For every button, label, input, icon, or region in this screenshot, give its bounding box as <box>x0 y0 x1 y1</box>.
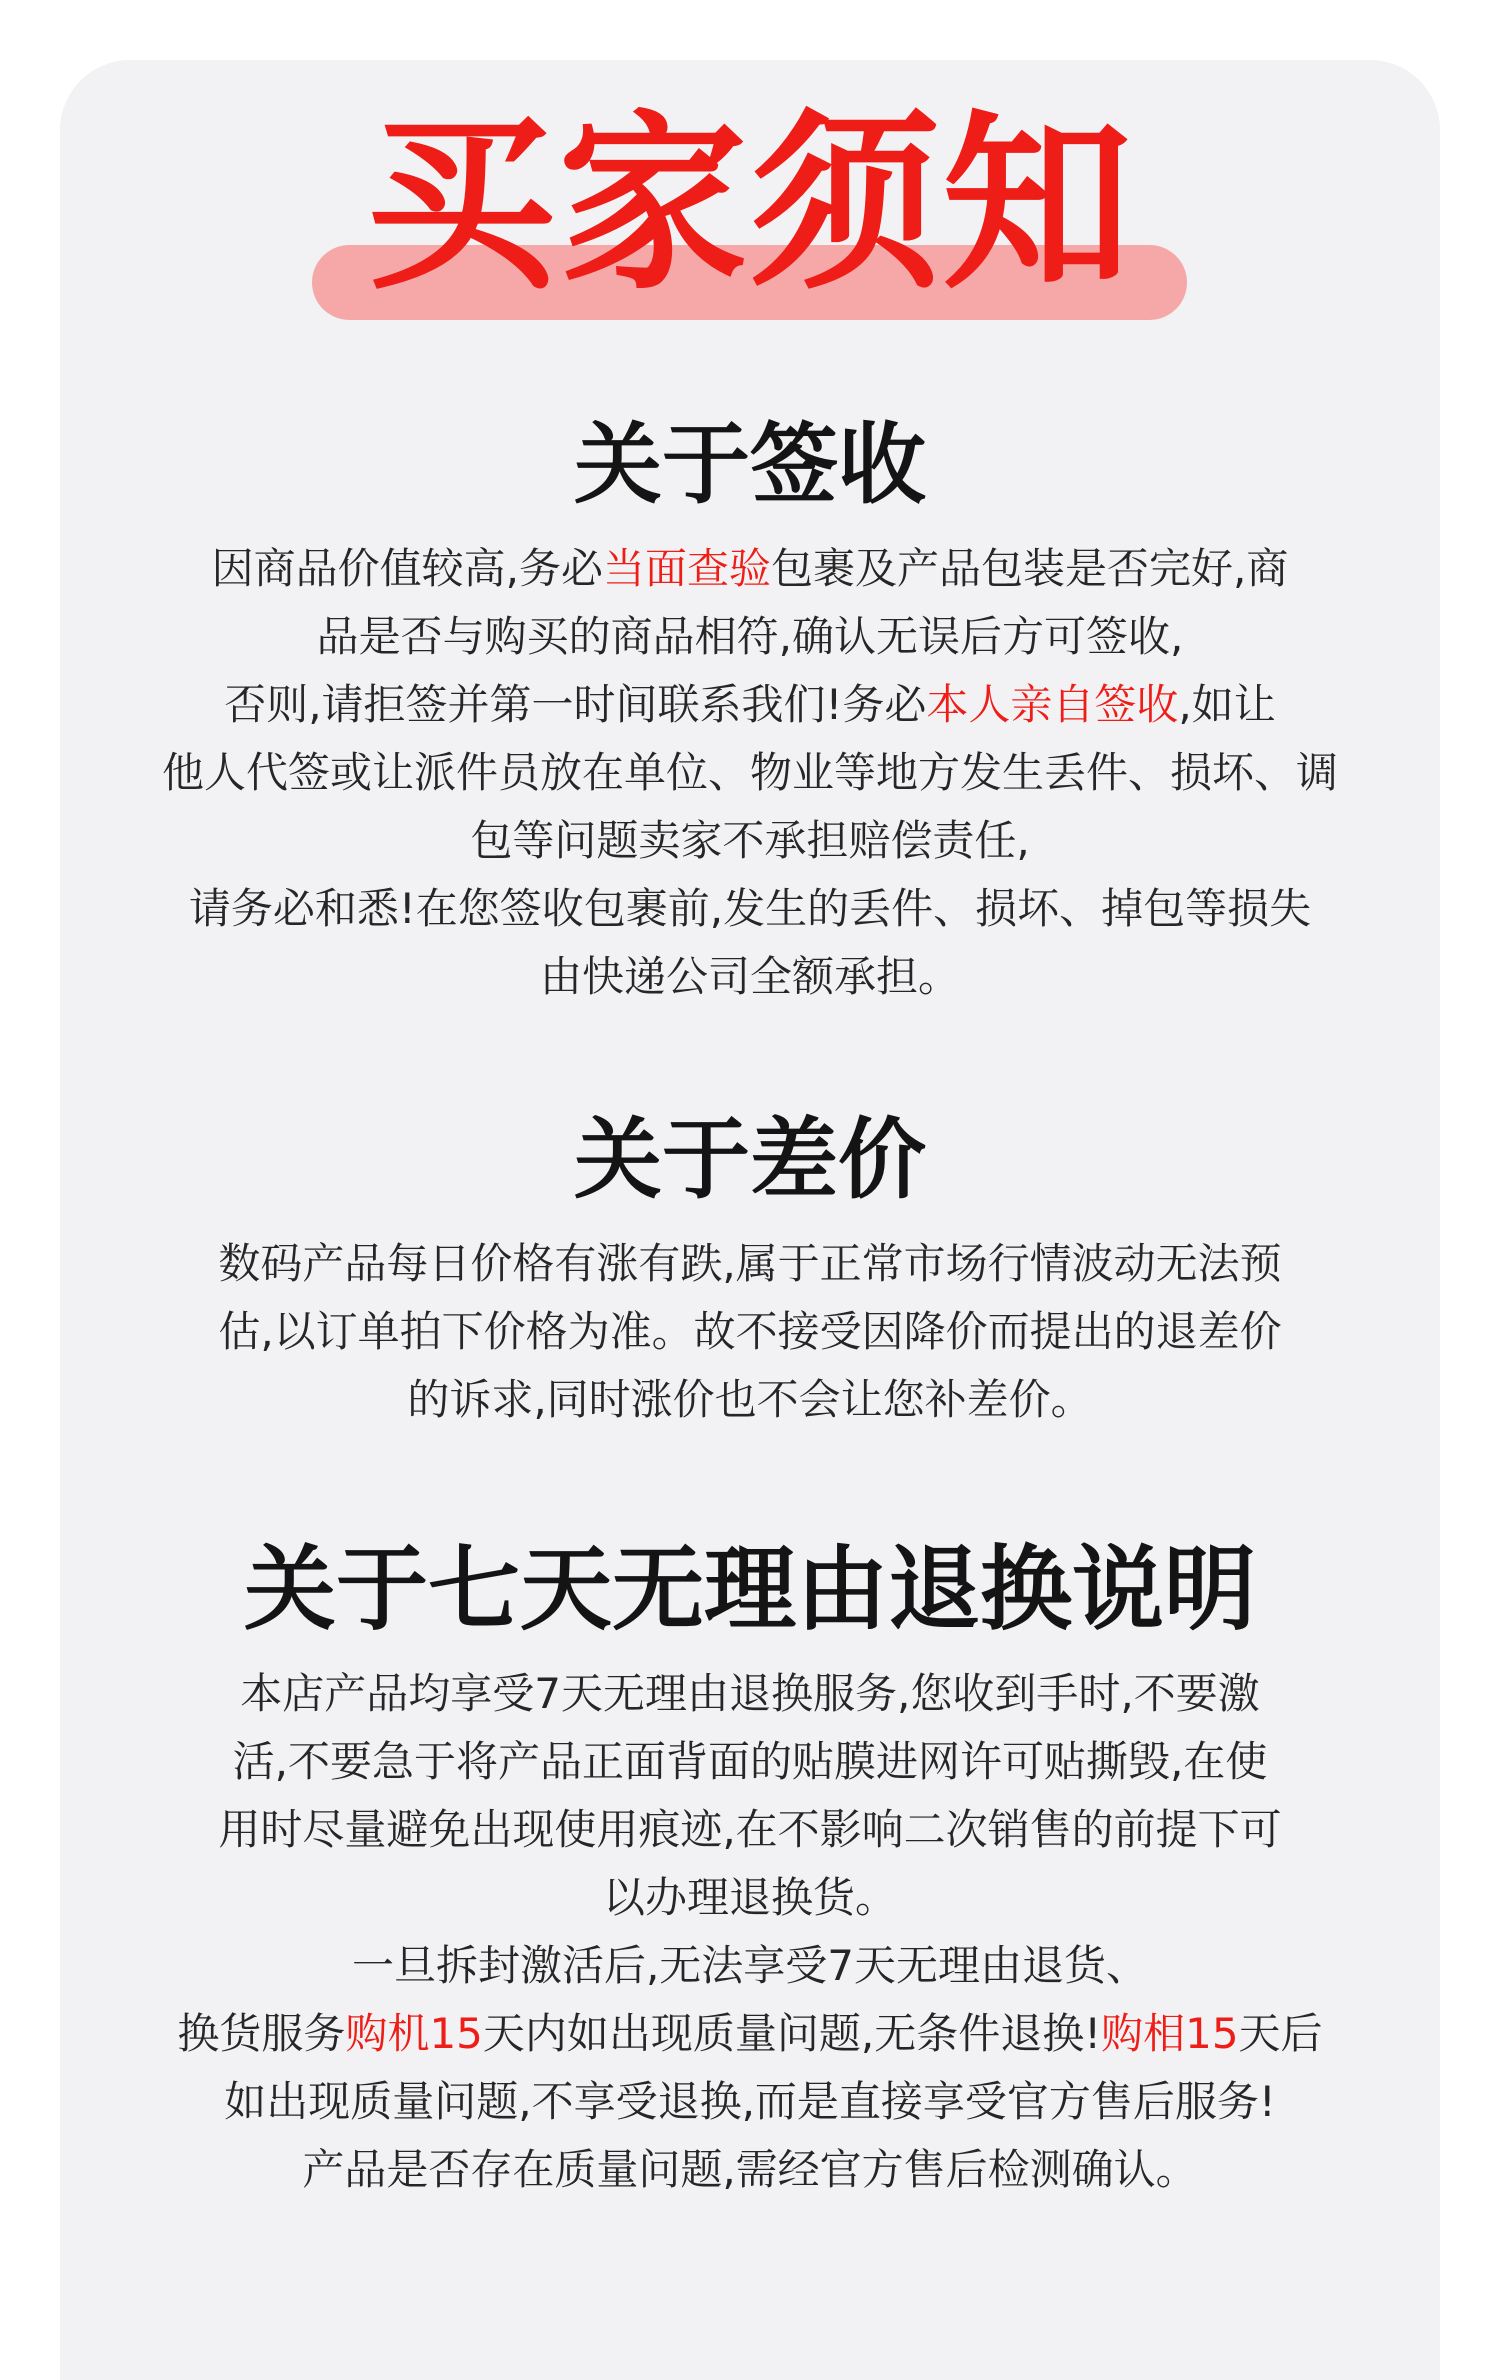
price-line: 数码产品每日价格有涨有跌,属于正常市场行情波动无法预 <box>218 1239 1282 1288</box>
title-block <box>0 94 1500 325</box>
page-title: 买家须知 <box>365 94 1134 315</box>
section-price <box>105 1100 1395 1434</box>
return-line: 用时尽量避免出现使用痕迹,在不影响二次销售的前提下可 <box>218 1805 1282 1854</box>
return-line: 本店产品均享受7天无理由退换服务,您收到手时,不要激 <box>240 1669 1260 1718</box>
signing-line: 品是否与购买的商品相符,确认无误后方可签收, <box>316 612 1184 661</box>
highlight-text: 当面查验 <box>602 544 771 593</box>
return-line: 换货服务购机15天内如出现质量问题,无条件退换!购相15天后 <box>177 2009 1323 2058</box>
signing-line: 包等问题卖家不承担赔偿责任, <box>470 816 1030 865</box>
return-line: 如出现质量问题,不享受退换,而是直接享受官方售后服务! <box>224 2077 1276 2126</box>
highlight-text: 本人亲自签收 <box>926 680 1179 729</box>
section-heading-signing: 关于签收 <box>573 413 926 516</box>
price-line: 的诉求,同时涨价也不会让您补差价。 <box>407 1375 1093 1424</box>
highlight-text: 购机15 <box>345 2009 483 2058</box>
signing-line: 否则,请拒签并第一时间联系我们!务必本人亲自签收,如让 <box>224 680 1276 729</box>
section-heading-return: 关于七天无理由退换说明 <box>243 1536 1256 1643</box>
signing-line: 因商品价值较高,务必当面查验包裹及产品包装是否完好,商 <box>211 544 1289 593</box>
return-line: 产品是否存在质量问题,需经官方售后检测确认。 <box>302 2145 1198 2194</box>
price-line: 估,以订单拍下价格为准。故不接受因降价而提出的退差价 <box>218 1307 1282 1356</box>
return-line: 以办理退换货。 <box>602 1873 897 1922</box>
section-signing <box>105 405 1395 1011</box>
signing-line: 请务必和悉!在您签收包裹前,发生的丢件、损坏、掉包等损失 <box>188 884 1312 933</box>
section-return <box>105 1530 1395 2204</box>
signing-line: 由快递公司全额承担。 <box>539 952 960 1001</box>
signing-line: 他人代签或让派件员放在单位、物业等地方发生丢件、损坏、调 <box>161 748 1338 797</box>
return-line: 一旦拆封激活后,无法享受7天无理由退货、 <box>351 1941 1149 1990</box>
return-line: 活,不要急于将产品正面背面的贴膜进网许可贴撕毁,在使 <box>232 1737 1268 1786</box>
section-heading-price: 关于差价 <box>573 1108 926 1211</box>
highlight-text: 购相15 <box>1101 2009 1239 2058</box>
